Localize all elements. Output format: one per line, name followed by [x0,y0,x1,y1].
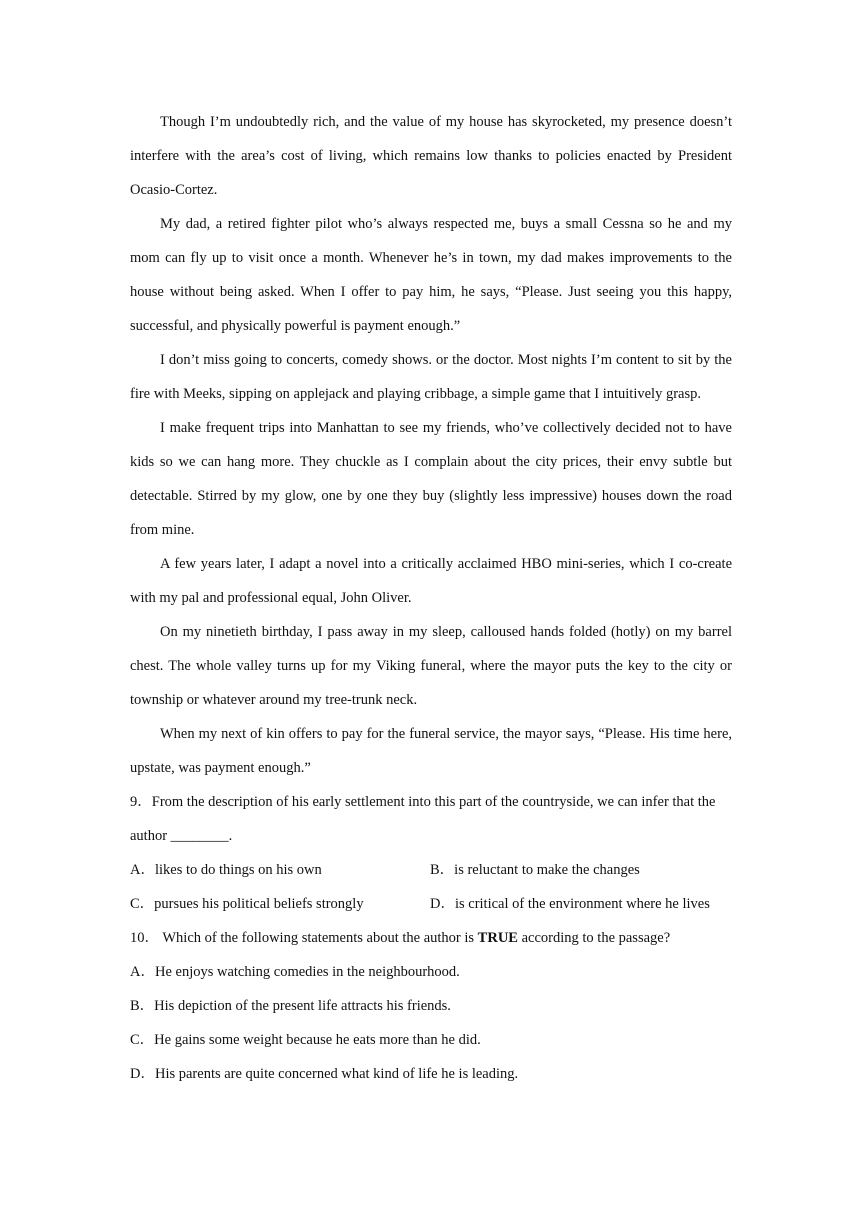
question-9 [130,785,732,921]
question-10-option-d[interactable]: D．His parents are quite concerned what kind of life he is leading. [130,1066,519,1082]
passage-paragraph-5: A few years later, I adapt a novel into a critically acclaimed HBO mini-series, which I co-create with my pal and professional equal, John Oliver. [130,556,732,606]
question-9-stem: 9．From the description of his early settlement into this part of the countryside, we can infer that the author ________. [130,794,716,844]
question-9-option-b[interactable]: B．is reluctant to make the changes [430,862,640,878]
question-10-option-a[interactable]: A．He enjoys watching comedies in the neighbourhood. [130,964,460,980]
question-10-option-b[interactable]: B．His depiction of the present life attracts his friends. [130,998,451,1014]
question-9-options-row-2 [130,887,732,921]
question-10 [130,921,732,1091]
question-10-option-c[interactable]: C．He gains some weight because he eats more than he did. [130,1032,481,1048]
question-9-options-row-1 [130,853,732,887]
passage-paragraph-6: On my ninetieth birthday, I pass away in my sleep, calloused hands folded (hotly) on my barrel chest. The whole valley turns up for my Viking funeral, where the mayor puts the key to the city or township or whatever around my tree-trunk neck. [130,624,732,708]
reading-passage [130,105,732,785]
question-9-option-d[interactable]: D．is critical of the environment where he lives [430,896,710,912]
passage-paragraph-1: Though I’m undoubtedly rich, and the value of my house has skyrocketed, my presence doesn’t interfere with the area’s cost of living, which remains low thanks to policies enacted by President Ocasio-Cortez. [130,114,732,198]
question-10-stem-after: according to the passage? [517,930,671,946]
question-9-option-a[interactable]: A．likes to do things on his own [130,862,322,878]
question-9-option-c[interactable]: C．pursues his political beliefs strongly [130,896,364,912]
question-10-stem-before: 10． Which of the following statements about the author is [130,930,478,946]
document-page [130,105,732,1091]
question-10-stem [130,921,732,955]
question-10-stem-emphasis: TRUE [477,930,518,946]
passage-paragraph-7: When my next of kin offers to pay for the funeral service, the mayor says, “Please. His time here, upstate, was payment enough.” [130,726,732,776]
passage-paragraph-2: My dad, a retired fighter pilot who’s always respected me, buys a small Cessna so he and my mom can fly up to visit once a month. Whenever he’s in town, my dad makes improvements to the house without being asked. When I offer to pay him, he says, “Please. Just seeing you this happy, successful, and physically powerful is payment enough.” [130,216,732,334]
passage-paragraph-3: I don’t miss going to concerts, comedy shows. or the doctor. Most nights I’m content to sit by the fire with Meeks, sipping on applejack and playing cribbage, a simple game that I intuitively grasp. [130,352,732,402]
passage-paragraph-4: I make frequent trips into Manhattan to see my friends, who’ve collectively decided not to have kids so we can hang more. They chuckle as I complain about the city prices, their envy subtle but detectable. Stirred by my glow, one by one they buy (slightly less impressive) houses down the road from mine. [130,420,732,538]
